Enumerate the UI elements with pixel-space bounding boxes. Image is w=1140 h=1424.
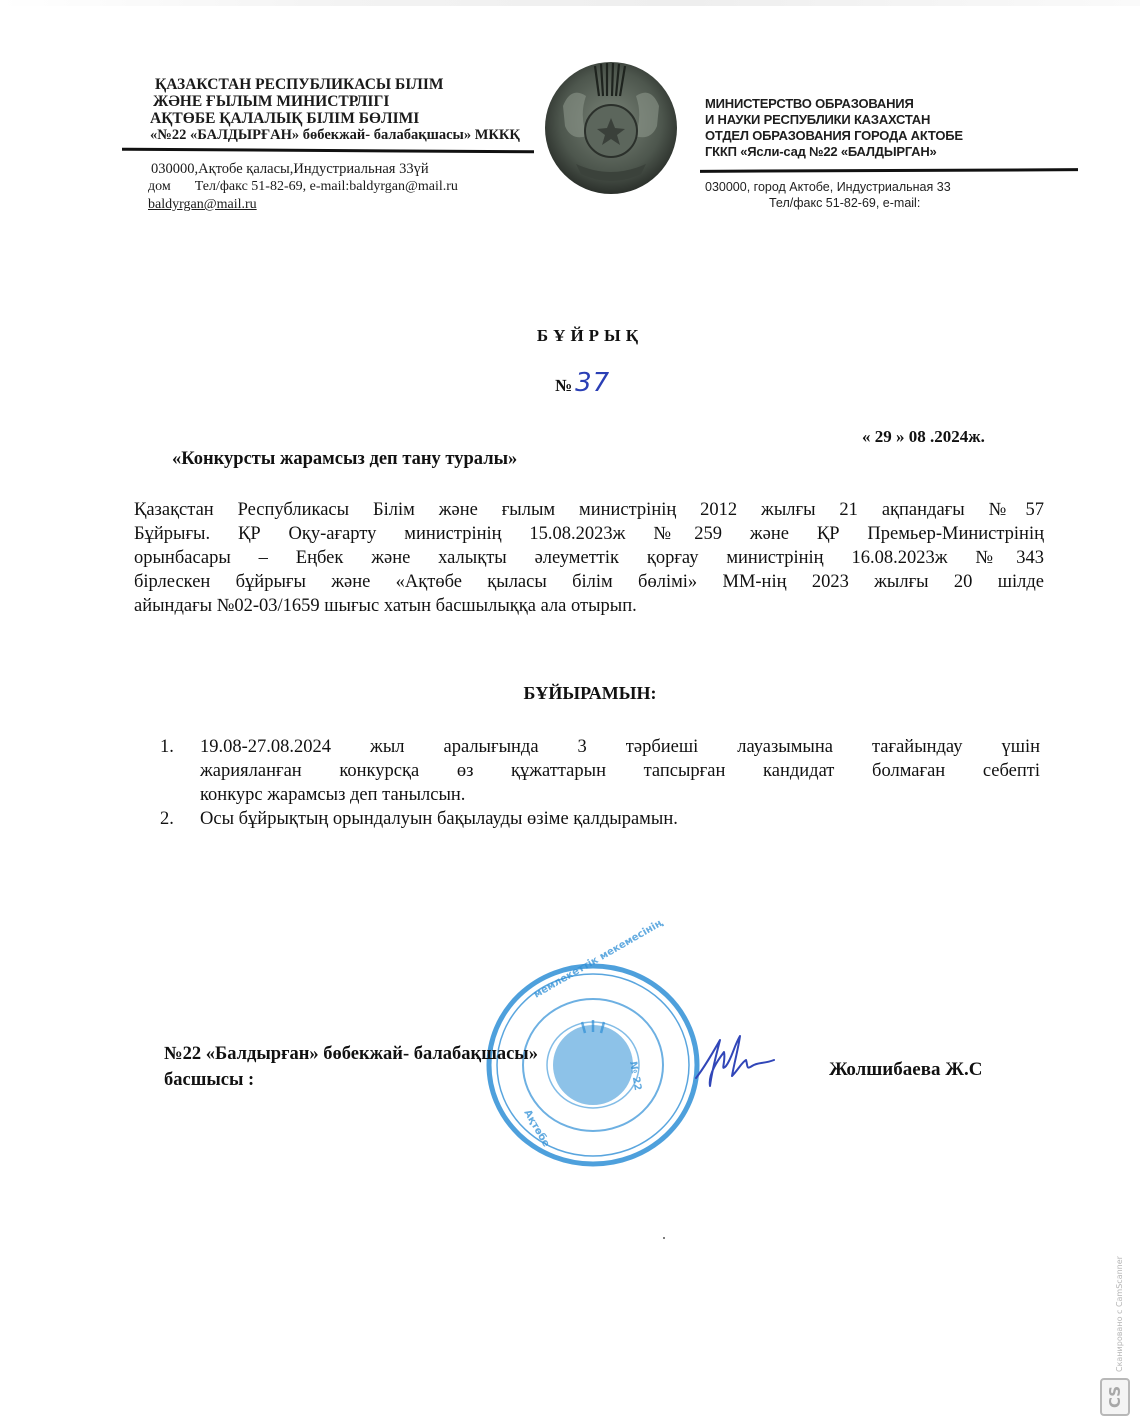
- header-left-line: «№22 «БАЛДЫРҒАН» бөбекжай- балабақшасы» МККҚ: [150, 127, 520, 143]
- kazakhstan-emblem-icon: [541, 56, 681, 196]
- header-left-address: [148, 160, 458, 214]
- contact-line: [148, 178, 458, 196]
- signatory-organization: [164, 1041, 538, 1093]
- order-item: [160, 807, 1040, 831]
- header-left-line: АҚТӨБЕ ҚАЛАЛЫҚ БІЛІМ БӨЛІМІ: [150, 110, 420, 127]
- header-right-line: ОТДЕЛ ОБРАЗОВАНИЯ ГОРОДА АКТОБЕ: [705, 128, 963, 143]
- order-subject: «Конкурсты жарамсыз деп тану туралы»: [172, 449, 518, 469]
- header-right-line: И НАУКИ РЕСПУБЛИКИ КАЗАХСТАН: [705, 112, 931, 127]
- address-line: 030000, город Актобе, Индустриальная 33: [705, 180, 951, 194]
- camscanner-logo-text: CS: [1106, 1385, 1124, 1409]
- item-line: 19.08-27.08.2024 жыл аралығында 3 тәрбиеші лауазымына тағайындау үшін: [200, 737, 1040, 757]
- order-number: [555, 368, 610, 398]
- camscanner-watermark-text: Сканировано с CamScanner: [1115, 1256, 1124, 1372]
- order-date: « 29 » 08 .2024ж.: [862, 427, 985, 446]
- camscanner-logo-icon: [1100, 1378, 1130, 1416]
- signatory-org-line: №22 «Балдырған» бөбекжай- балабақшасы»: [164, 1044, 538, 1064]
- number-sign: №: [555, 376, 573, 395]
- address-suffix: дом: [148, 179, 171, 194]
- preamble-line: Бұйрығы. ҚР Оқу-ағарту министрінің 15.08.2023ж №259 және ҚР Премьер-Министрінің: [134, 524, 1044, 544]
- email-link[interactable]: baldyrgan@mail.ru: [148, 197, 257, 212]
- header-right-org-name: [705, 96, 963, 160]
- preamble-paragraph: [134, 498, 1044, 618]
- preamble-line: орынбасары – Еңбек және халықты әлеуметтік қорғау министрінің 16.08.2023ж №343: [134, 548, 1044, 568]
- svg-text:мемлекеттік мекемесінің: мемлекеттік мекемесінің: [532, 917, 666, 1001]
- preamble-line: Қазақстан Республикасы Білім және ғылым министрінің 2012 жылғы 21 ақпандағы №57: [134, 500, 1044, 520]
- scan-speck: [663, 1237, 665, 1239]
- phone-email: Тел/факс 51-82-69, e-mail:baldyrgan@mail.ru: [194, 179, 458, 194]
- preamble-line: айындағы №02-03/1659 шығыс хатын басшылыққа ала отырып.: [134, 596, 637, 616]
- order-items-list: [160, 735, 1040, 831]
- decree-heading: БҰЙЫРАМЫН:: [523, 683, 657, 703]
- signatory-title: басшысы :: [164, 1070, 255, 1090]
- contact-line: Тел/факс 51-82-69, e-mail:: [769, 196, 921, 210]
- header-right-divider: [700, 168, 1078, 173]
- header-right-line: МИНИСТЕРСТВО ОБРАЗОВАНИЯ: [705, 96, 914, 111]
- item-line: Осы бұйрықтың орындалуын бақылауды өзіме қалдырамын.: [200, 809, 678, 829]
- order-title: БҰЙРЫҚ: [536, 326, 644, 345]
- handwritten-order-number: 37: [575, 368, 611, 398]
- svg-text:Ақтөбе: Ақтөбе: [521, 1108, 552, 1149]
- item-number: 1.: [160, 737, 174, 757]
- header-left-divider: [122, 148, 534, 154]
- item-number: 2.: [160, 809, 174, 829]
- item-line: конкурс жарамсыз деп танылсын.: [200, 785, 466, 805]
- header-right-address: [705, 179, 951, 211]
- order-item: [160, 735, 1040, 807]
- item-line: жарияланған конкурсқа өз құжаттарын тапсырған кандидат болмаған себепті: [200, 761, 1040, 781]
- handwritten-signature-icon: [690, 1030, 782, 1090]
- signatory-name: Жолшибаева Ж.С: [829, 1059, 983, 1080]
- svg-text:№ 22: № 22: [627, 1060, 643, 1092]
- header-left-line: ҚАЗАКСТАН РЕСПУБЛИКАСЫ БІЛІМ: [155, 76, 444, 93]
- header-left-org-name: [150, 76, 520, 144]
- header-left-line: ЖӘНЕ ҒЫЛЫМ МИНИСТРЛІГІ: [153, 93, 390, 110]
- header-right-line: ГККП «Ясли-сад №22 «БАЛДЫРГАН»: [705, 144, 937, 159]
- scan-edge-noise: [0, 0, 1140, 6]
- address-line: 030000,Ақтобе қаласы,Индустриальная 33үй: [151, 161, 429, 177]
- preamble-line: бірлескен бұйрығы және «Ақтөбе қыласы білім бөлімі» ММ-нің 2023 жылғы 20 шілде: [134, 572, 1044, 592]
